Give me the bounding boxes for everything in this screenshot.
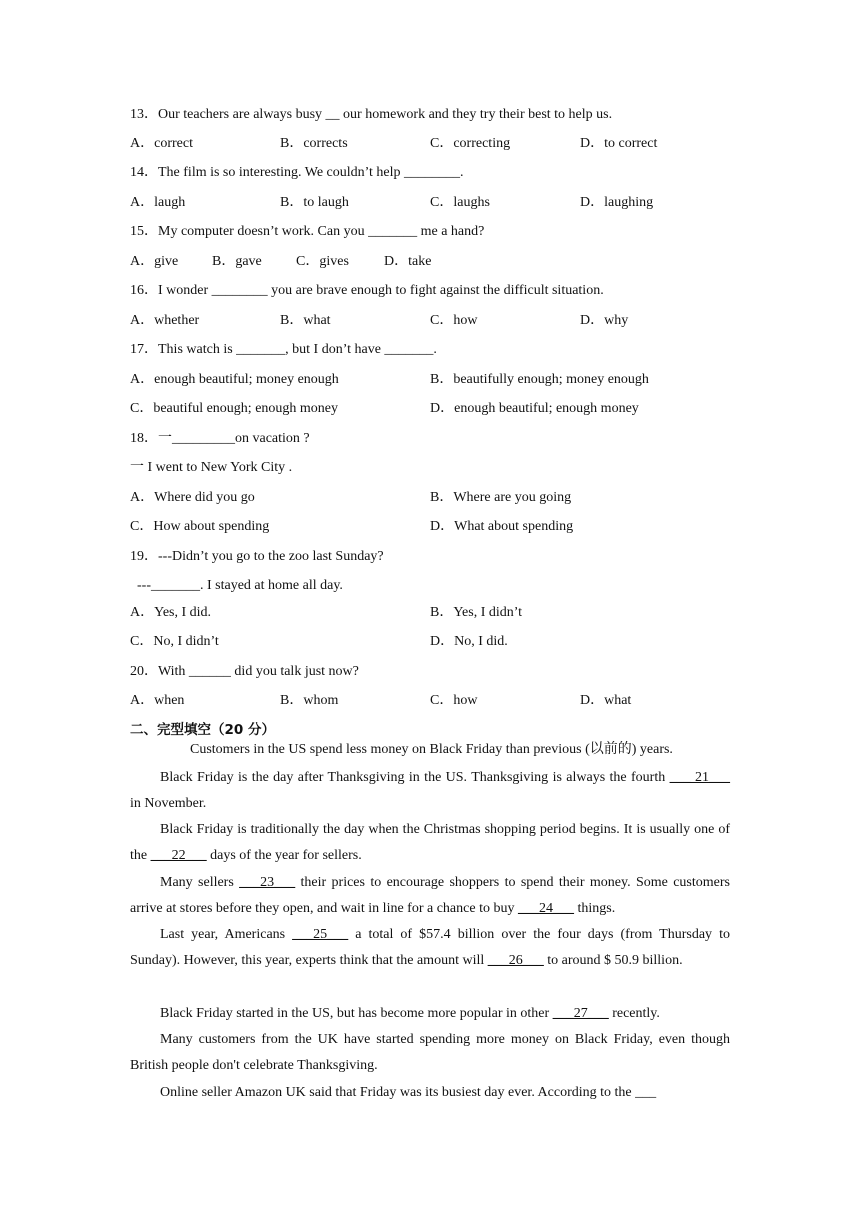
blank-23: ___23___ (239, 875, 296, 890)
p5-text-b: recently. (608, 1006, 660, 1021)
blank-26: ___26___ (487, 953, 544, 968)
question-18-reply: 一 I went to New York City . (130, 460, 293, 475)
q17-option-d: D．enough beautiful; enough money (430, 401, 639, 416)
q13-option-c: C．correcting (430, 136, 511, 151)
q20-option-a: A．when (130, 693, 185, 708)
section-2-title (130, 721, 275, 739)
p4-text-a: Last year, Americans (160, 927, 293, 942)
passage-paragraph-4 (130, 922, 730, 974)
q16-option-b: B．what (280, 313, 331, 328)
p2-text-b: days of the year for sellers. (206, 848, 362, 863)
q17-option-c: C．beautiful enough; enough money (130, 401, 339, 416)
section-2-points: 20 (224, 722, 244, 738)
p2-text-a: Black Friday is traditionally the day when the Christmas shopping period begins. It is usually one of the (130, 822, 730, 863)
p3-text-b: their prices to encourage shoppers to spend their money. Some customers arrive at stores before they open, and wait in line for a chance to buy (130, 875, 730, 916)
p3-text-a: Many sellers (160, 875, 240, 890)
question-20-stem: 20．With ______ did you talk just now? (130, 664, 359, 679)
q19-option-b: B．Yes, I didn’t (430, 605, 523, 620)
q20-option-b: B．whom (280, 693, 339, 708)
q15-option-c: C．gives (296, 254, 349, 269)
q16-option-d: D．why (580, 313, 629, 328)
q15-option-b: B．gave (212, 254, 262, 269)
p4-text-c: to around $ 50.9 billion. (543, 953, 683, 968)
passage-paragraph-5 (130, 1001, 730, 1027)
blank-27: ___27___ (552, 1006, 609, 1021)
q19-option-d: D．No, I did. (430, 634, 508, 649)
passage-paragraph-7: Online seller Amazon UK said that Friday was its busiest day ever. According to the ___ (160, 1085, 657, 1100)
question-17-stem: 17．This watch is _______, but I don’t have _______. (130, 342, 437, 357)
q14-option-b: B．to laugh (280, 195, 349, 210)
q18-option-c: C．How about spending (130, 519, 270, 534)
section-2-title-suffix: 分） (243, 722, 275, 738)
q18-option-d: D．What about spending (430, 519, 574, 534)
q17-option-b: B．beautifully enough; money enough (430, 372, 649, 387)
q13-option-b: B．corrects (280, 136, 348, 151)
question-15-stem: 15．My computer doesn’t work. Can you _______ me a hand? (130, 224, 485, 239)
passage-paragraph-3 (130, 870, 730, 922)
passage-paragraph-1 (130, 765, 730, 817)
q19-option-a: A．Yes, I did. (130, 605, 212, 620)
question-18-stem: 18．一_________on vacation ? (130, 431, 310, 446)
q16-option-a: A．whether (130, 313, 200, 328)
question-16-stem: 16．I wonder ________ you are brave enough to fight against the difficult situation. (130, 283, 604, 298)
blank-22: ___22___ (150, 848, 207, 863)
q13-option-d: D．to correct (580, 136, 658, 151)
q19-option-c: C．No, I didn’t (130, 634, 219, 649)
question-19-stem: 19．---Didn’t you go to the zoo last Sunday? (130, 549, 384, 564)
passage-paragraph-6: Many customers from the UK have started spending more money on Black Friday, even though British people don't celebrate Thanksgiving. (130, 1032, 730, 1073)
q14-option-d: D．laughing (580, 195, 654, 210)
q17-option-a: A．enough beautiful; money enough (130, 372, 339, 387)
p1-text-a: Black Friday is the day after Thanksgiving in the US. Thanksgiving is always the fourth (160, 770, 670, 785)
p1-text-b: in November. (130, 796, 207, 811)
section-2-title-prefix: 二、完型填空（ (130, 722, 225, 738)
q14-option-a: A．laugh (130, 195, 186, 210)
p4-text-b: a total of $57.4 billion over the four days (from Thursday to Sunday). However, this year, experts think that the amount will (130, 927, 730, 968)
passage-intro: Customers in the US spend less money on Black Friday than previous (以前的) years. (190, 742, 673, 757)
blank-24: ___24___ (517, 901, 574, 916)
q16-option-c: C．how (430, 313, 478, 328)
p3-text-c: things. (573, 901, 616, 916)
question-19-reply: ---_______. I stayed at home all day. (130, 578, 343, 593)
q20-option-d: D．what (580, 693, 632, 708)
q20-option-c: C．how (430, 693, 478, 708)
p5-text-a: Black Friday started in the US, but has become more popular in other (160, 1006, 553, 1021)
q18-option-a: A．Where did you go (130, 490, 255, 505)
blank-25: ___25___ (292, 927, 349, 942)
passage-paragraph-2 (130, 817, 730, 869)
q13-option-a: A．correct (130, 136, 193, 151)
q15-option-d: D．take (384, 254, 432, 269)
blank-21: ___ 21___ (669, 770, 731, 785)
question-14-stem: 14．The film is so interesting. We couldn’t help ________. (130, 165, 464, 180)
question-13-stem: 13．Our teachers are always busy __ our homework and they try their best to help us. (130, 107, 613, 122)
q14-option-c: C．laughs (430, 195, 490, 210)
q18-option-b: B．Where are you going (430, 490, 572, 505)
q15-option-a: A．give (130, 254, 179, 269)
